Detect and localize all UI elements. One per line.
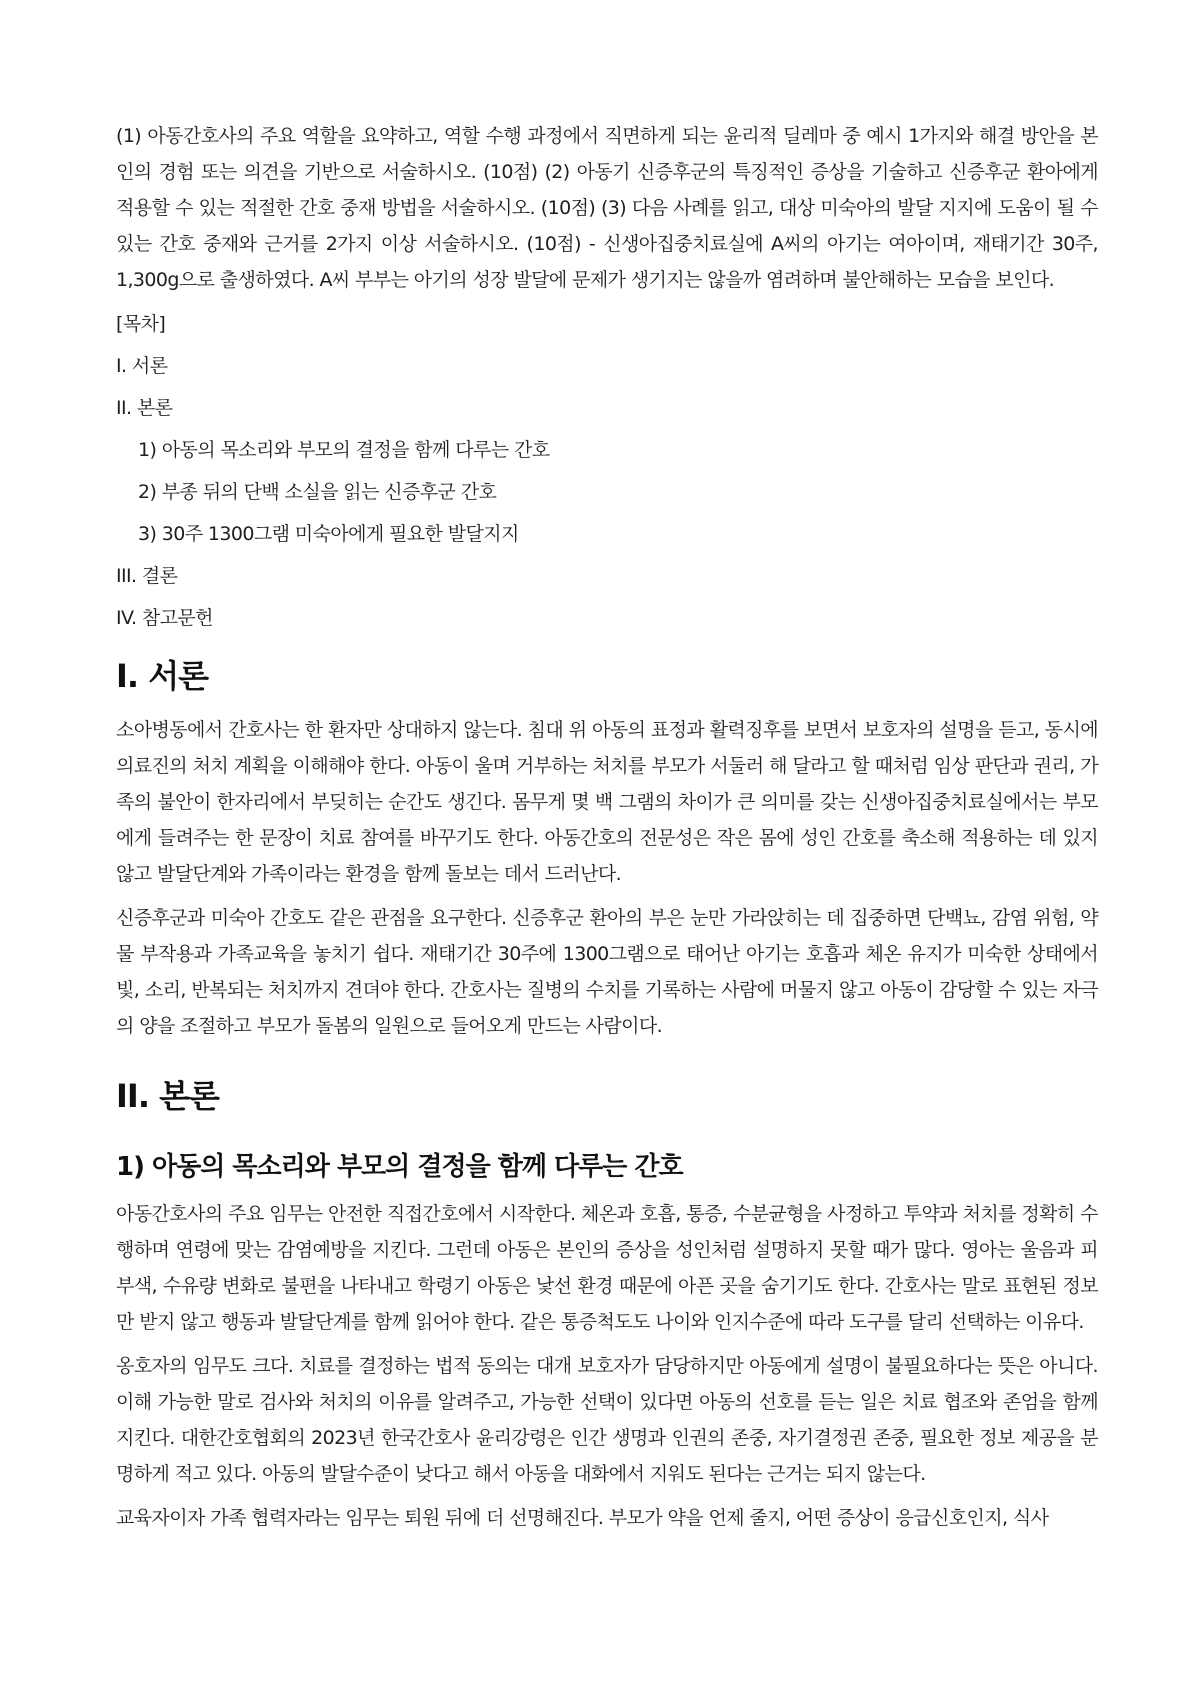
toc-item: II. 본론 <box>116 397 173 419</box>
body-paragraph: 신증후군과 미숙아 간호도 같은 관점을 요구한다. 신증후군 환아의 부은 눈만 가라앉히는 데 집중하면 단백뇨, 감염 위험, 약물 부작용과 가족교육을 놓치기 쉽다. 재태기간 30주에 1300그램으로 태어난 아기는 호흡과 체온 유지가 미숙한 상태에서 빛, 소리, 반복되는 처치까지 견뎌야 한다. 간호사는 질병의 수치를 기록하는 사람에 머물지 않고 아동이 감당할 수 있는 자극의 양을 조절하고 부모가 돌봄의 일원으로 들어오게 만드는 사람이다. <box>116 907 1098 1037</box>
body-paragraph: 옹호자의 임무도 크다. 치료를 결정하는 법적 동의는 대개 보호자가 담당하지만 아동에게 설명이 불필요하다는 뜻은 아니다. 이해 가능한 말로 검사와 처치의 이유를 알려주고, 가능한 선택이 있다면 아동의 선호를 듣는 일은 치료 협조와 존엄을 함께 지킨다. 대한간호협회의 2023년 한국간호사 윤리강령은 인간 생명과 인권의 존중, 자기결정권 존중, 필요한 정보 제공을 분명하게 적고 있다. 아동의 발달수준이 낮다고 해서 아동을 대화에서 지워도 된다는 근거는 되지 않는다. <box>116 1355 1098 1485</box>
subsection-heading: 1) 아동의 목소리와 부모의 결정을 함께 다루는 간호 <box>116 1152 683 1182</box>
table-of-contents <box>116 306 1098 636</box>
toc-subitem: 1) 아동의 목소리와 부모의 결정을 함께 다루는 간호 <box>138 439 550 461</box>
toc-item: IV. 참고문헌 <box>116 607 213 629</box>
section-heading-body: II. 본론 <box>116 1077 219 1115</box>
toc-subitem: 2) 부종 뒤의 단백 소실을 읽는 신증후군 간호 <box>138 481 497 503</box>
body-paragraph: 교육자이자 가족 협력자라는 임무는 퇴원 뒤에 더 선명해진다. 부모가 약을 언제 줄지, 어떤 증상이 응급신호인지, 식사 <box>116 1507 1049 1529</box>
toc-item: I. 서론 <box>116 355 168 377</box>
body-paragraph: 아동간호사의 주요 임무는 안전한 직접간호에서 시작한다. 체온과 호흡, 통증, 수분균형을 사정하고 투약과 처치를 정확히 수행하며 연령에 맞는 감염예방을 지킨다. 그런데 아동은 본인의 증상을 성인처럼 설명하지 못할 때가 많다. 영아는 울음과 피부색, 수유량 변화로 불편을 나타내고 학령기 아동은 낯선 환경 때문에 아픈 곳을 숨기기도 한다. 간호사는 말로 표현된 정보만 받지 않고 행동과 발달단계를 함께 읽어야 한다. 같은 통증척도도 나이와 인지수준에 따라 도구를 달리 선택하는 이유다. <box>116 1203 1098 1333</box>
assignment-prompt: (1) 아동간호사의 주요 역할을 요약하고, 역할 수행 과정에서 직면하게 되는 윤리적 딜레마 중 예시 1가지와 해결 방안을 본인의 경험 또는 의견을 기반으로 서술하시오. (10점) (2) 아동기 신증후군의 특징적인 증상을 기술하고 신증후군 환아에게 적용할 수 있는 적절한 간호 중재 방법을 서술하시오. (10점) (3) 다음 사례를 읽고, 대상 미숙아의 발달 지지에 도움이 될 수 있는 간호 중재와 근거를 2가지 이상 서술하시오. (10점) - 신생아집중치료실에 A씨의 아기는 여아이며, 재태기간 30주, 1,300g으로 출생하였다. A씨 부부는 아기의 성장 발달에 문제가 생기지는 않을까 염려하며 불안해하는 모습을 보인다. <box>116 125 1098 291</box>
toc-item: III. 결론 <box>116 565 178 587</box>
body-paragraph: 소아병동에서 간호사는 한 환자만 상대하지 않는다. 침대 위 아동의 표정과 활력징후를 보면서 보호자의 설명을 듣고, 동시에 의료진의 처치 계획을 이해해야 한다. 아동이 울며 거부하는 처치를 부모가 서둘러 해 달라고 할 때처럼 임상 판단과 권리, 가족의 불안이 한자리에서 부딪히는 순간도 생긴다. 몸무게 몇 백 그램의 차이가 큰 의미를 갖는 신생아집중치료실에서는 부모에게 들려주는 한 문장이 치료 참여를 바꾸기도 한다. 아동간호의 전문성은 작은 몸에 성인 간호를 축소해 적용하는 데 있지 않고 발달단계와 가족이라는 환경을 함께 돌보는 데서 드러난다. <box>116 719 1098 885</box>
toc-subitem: 3) 30주 1300그램 미숙아에게 필요한 발달지지 <box>138 523 519 545</box>
section-heading-introduction: I. 서론 <box>116 657 209 695</box>
toc-label: [목차] <box>116 313 166 335</box>
